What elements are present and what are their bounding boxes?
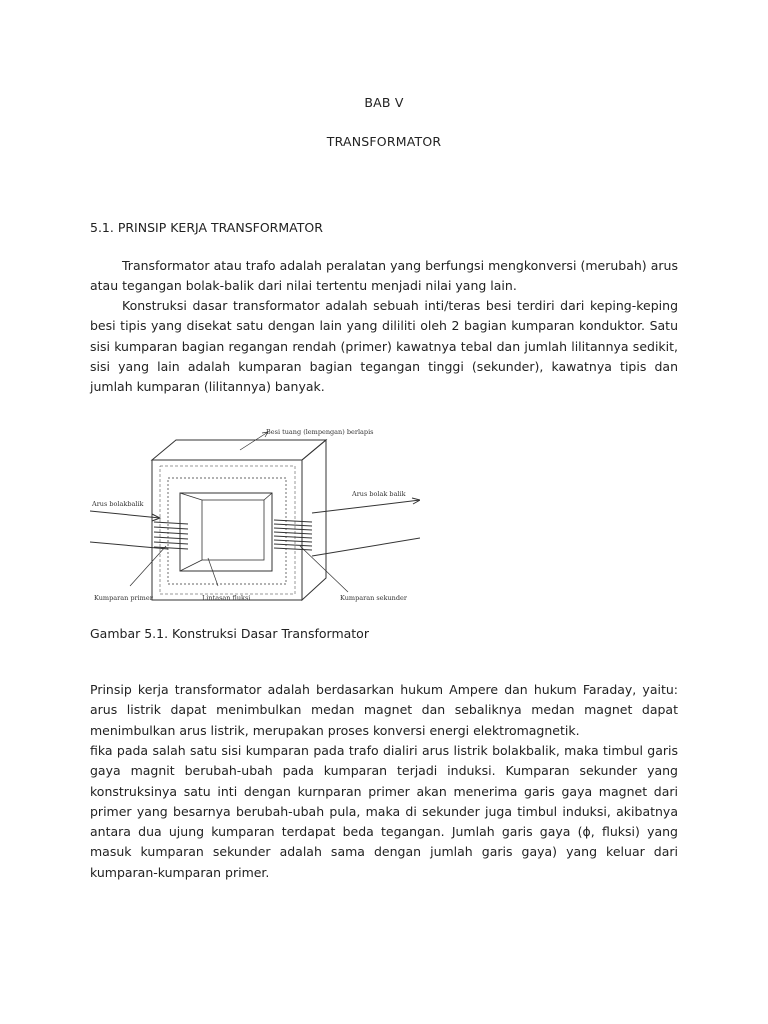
paragraph-induction: fika pada salah satu sisi kumparan pada trafo dialiri arus listrik bolakbalik, maka timbul garis gaya magnit berubah-ubah pada kumparan terjadi induksi. Kumparan sekunder yang konstruksinya satu inti dengan kurnparan primer akan menerima garis gaya magnet dari primer yang besarnya berubah-ubah pula, maka di sekunder juga timbul induksi, akibatnya antara dua ujung kumparan terdapat beda tegangan. Jumlah garis gaya (ϕ, fluksi) yang masuk kumparan sekunder adalah sama dengan jumlah garis gaya) yang keluar dari kumparan-kumparan primer.: [90, 743, 678, 880]
core-window: [180, 493, 272, 571]
secondary-output-wire: [312, 500, 420, 513]
paragraph-construction: Konstruksi dasar transformator adalah sebuah inti/teras besi terdiri dari keping-keping besi tipis yang disekat satu dengan lain yang dililiti oleh 2 bagian kumparan konduktor. Satu sisi kumparan bagian regangan rendah (primer) kawatnya tebal dan jumlah lilitannya sedikit, sisi yang lain adalah kumparan bagian tegangan tinggi (sekunder), kawatnya tipis dan jumlah kumparan (lilitannya) banyak.: [90, 298, 678, 395]
transformer-diagram: [90, 418, 420, 610]
chapter-number: BAB V: [364, 95, 404, 110]
section-heading: 5.1. PRINSIP KERJA TRANSFORMATOR: [90, 220, 323, 235]
label-primary-coil: Kumparan primer: [94, 594, 153, 602]
label-input-current: Arus bolakbalik: [92, 500, 144, 508]
label-flux-path: Lintasan fluksi: [202, 594, 251, 602]
label-secondary-coil: Kumparan sekunder: [340, 594, 407, 602]
primary-return-wire: [90, 542, 168, 549]
core-window-depth: [202, 500, 264, 560]
paragraph-principle: Prinsip kerja transformator adalah berdasarkan hukum Ampere dan hukum Faraday, yaitu: arus listrik dapat menimbulkan medan magnet dan sebaliknya medan magnet dapat menimbulkan arus listrik, merupakan proses konversi energi elektromagnetik.: [90, 682, 678, 738]
core-side-face: [302, 440, 326, 600]
secondary-return-wire: [312, 538, 420, 556]
transformer-diagram-svg: [90, 418, 420, 610]
paragraph-definition: Transformator atau trafo adalah peralatan yang berfungsi mengkonversi (merubah) arus atau tegangan bolak-balik dari nilai tertentu menjadi nilai yang lain.: [90, 258, 678, 294]
figure-caption: Gambar 5.1. Konstruksi Dasar Transformator: [90, 626, 369, 641]
core-front-face: [152, 460, 302, 600]
primary-input-wire: [90, 511, 160, 518]
chapter-title: TRANSFORMATOR: [326, 134, 442, 149]
secondary-coil: [274, 520, 312, 550]
label-core: Besi tuang (lempengan) berlapis: [266, 428, 374, 436]
primary-coil: [154, 522, 188, 549]
core-top-face: [152, 440, 326, 460]
label-output-current: Arus bolak balik: [352, 490, 406, 498]
